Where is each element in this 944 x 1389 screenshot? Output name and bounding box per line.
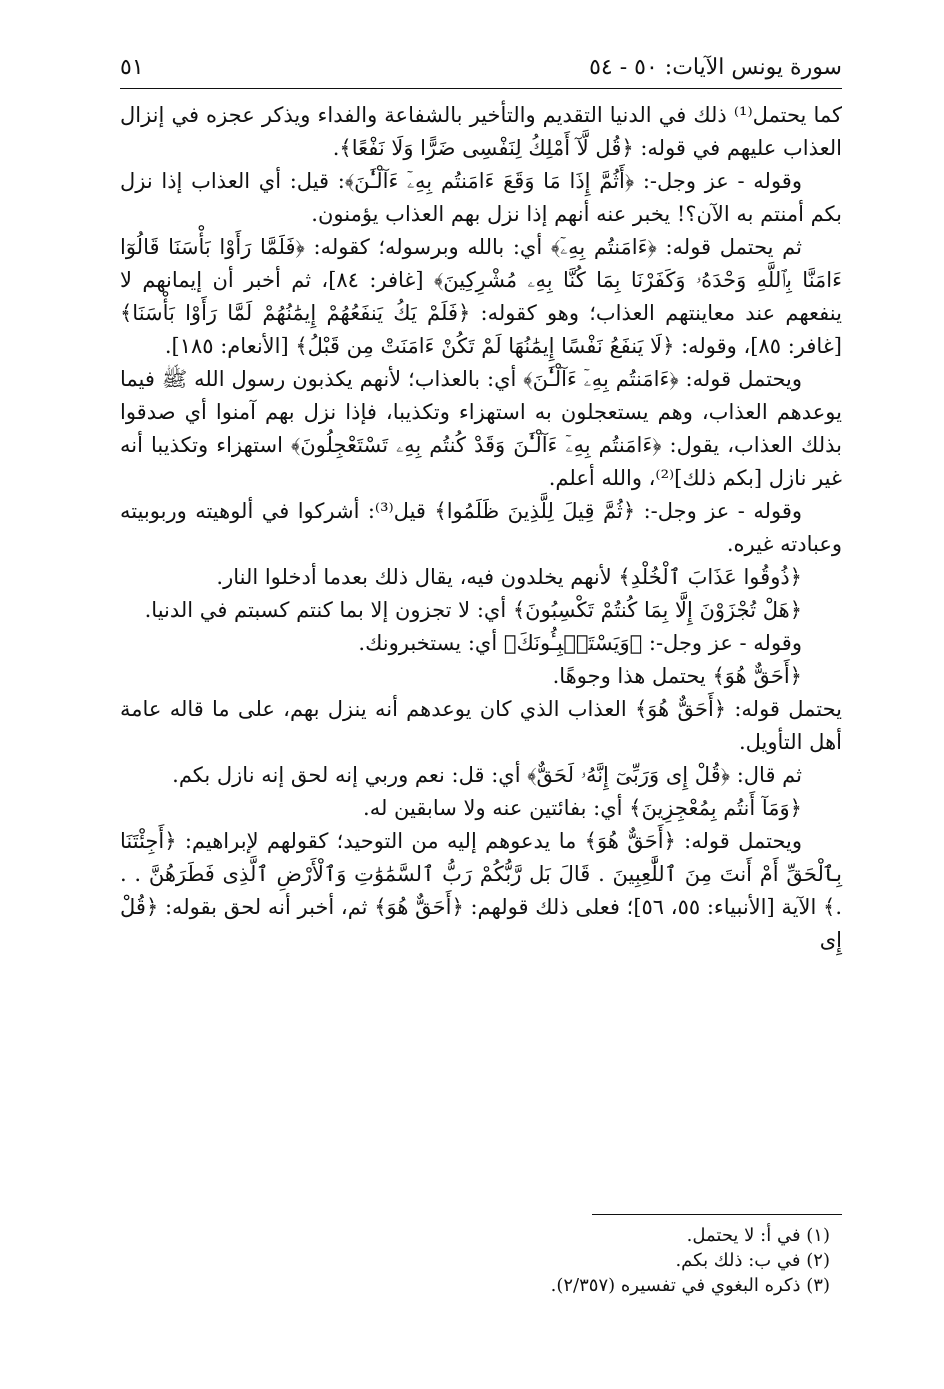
footnote: (٢) في ب: ذلك بكم. xyxy=(675,1250,830,1271)
footnote-list xyxy=(120,1223,842,1298)
paragraph: ﴿ذُوقُوا عَذَابَ ٱلْخُلْدِ﴾ لأنهم يخلدون فيه، يقال ذلك بعدما أدخلوا النار. xyxy=(216,565,802,589)
paragraph: ﴿وَمَآ أَنتُم بِمُعْجِزِينَ﴾ أي: بفائتين عنه ولا سابقين له. xyxy=(363,796,802,820)
page-number: ٥١ xyxy=(120,55,144,80)
document-page xyxy=(120,48,842,1348)
footnotes xyxy=(120,1214,842,1298)
paragraph: يحتمل قوله: ﴿أَحَقٌّ هُوَ﴾ العذاب الذي كان يوعدهم أنه ينزل بهم، على ما قاله عامة أهل التأويل. xyxy=(120,697,842,754)
paragraph: وقوله - عز وجل-: ﴿وَيَسْتَنۢبِـُٔونَكَ﴾ أي: يستخبرونك. xyxy=(358,631,802,655)
paragraph: ثم قال: ﴿قُلْ إِى وَرَبِّىٓ إِنَّهُۥ لَحَقٌّ﴾ أي: قل: نعم وربي إنه لحق إنه نازل بكم. xyxy=(172,763,802,787)
paragraph: ﴿هَلْ تُجْزَوْنَ إِلَّا بِمَا كُنتُمْ تَكْسِبُونَ﴾ أي: لا تجزون إلا بما كنتم كسبتم في الدنيا. xyxy=(144,598,802,622)
paragraph: كما يحتمل⁽¹⁾ ذلك في الدنيا التقديم والتأخير بالشفاعة والفداء ويذكر عجزه في إنزال العذاب عليهم في قوله: ﴿قُل لَّآ أَمْلِكُ لِنَفْسِى ضَرًّا وَلَا نَفْعًا﴾. xyxy=(120,103,842,160)
paragraph: ويحتمل قوله: ﴿ءَامَنتُم بِهِۦٓ ءَآلْـَٰٔنَ﴾ أي: بالعذاب؛ لأنهم يكذبون رسول الله ﷺ فيما يوعدهم العذاب، وهم يستعجلون به استهزاء وتكذيبا، فإذا نزل بهم آمنوا أي صدقوا بذلك العذاب، يقول: ﴿ءَامَنتُم بِهِۦٓ ءَآلْـَٰٔنَ وَقَدْ كُنتُم بِهِۦ تَسْتَعْجِلُونَ﴾ استهزاء وتكذيبا أنه غير نازل [بكم ذلك]⁽²⁾، والله أعلم. xyxy=(120,367,842,490)
paragraph: ﴿أَحَقٌّ هُوَ﴾ يحتمل هذا وجوهًا. xyxy=(552,664,802,688)
paragraph: ويحتمل قوله: ﴿أَحَقٌّ هُوَ﴾ ما يدعوهم إليه من التوحيد؛ كقولهم لإبراهيم: ﴿أَجِئْتَنَا بِٱلْحَقِّ أَمْ أَنتَ مِنَ ٱللَّٰعِبِينَ . قَالَ بَل رَّبُّكُمْ رَبُّ ٱلسَّمَٰوَٰتِ وَٱلْأَرْضِ ٱلَّذِى فَطَرَهُنَّ . . .﴾ الآية [الأنبياء: ٥٥، ٥٦]؛ فعلى ذلك قولهم: ﴿أَحَقٌّ هُوَ﴾ ثم، أخبر أنه لحق بقوله: ﴿قُلْ إِى xyxy=(120,829,842,952)
paragraph: ثم يحتمل قوله: ﴿ءَامَنتُم بِهِۦٓ﴾ أي: بالله وبرسوله؛ كقوله: ﴿فَلَمَّا رَأَوْا بَأْسَنَا قَالُوٓا ءَامَنَّا بِٱللَّهِ وَحْدَهُۥ وَكَفَرْنَا بِمَا كُنَّا بِهِۦ مُشْرِكِينَ﴾ [غافر: ٨٤]، ثم أخبر أن إيمانهم لا ينفعهم عند معاينتهم العذاب؛ وهو كقوله: ﴿فَلَمْ يَكُ يَنفَعُهُمْ إِيمَٰنُهُمْ لَمَّا رَأَوْا بَأْسَنَا﴾ [غافر: ٨٥]، وقوله: ﴿لَا يَنفَعُ نَفْسًا إِيمَٰنُهَا لَمْ تَكُنْ ءَامَنَتْ مِن قَبْلُ﴾ [الأنعام: ١٨٥]. xyxy=(120,235,842,358)
running-header xyxy=(120,48,842,89)
main-text xyxy=(120,99,842,957)
footnote-divider xyxy=(592,1214,842,1215)
footnote: (٣) ذكره البغوي في تفسيره (٢/٣٥٧). xyxy=(550,1275,830,1296)
paragraph: وقوله - عز وجل-: ﴿ثُمَّ قِيلَ لِلَّذِينَ ظَلَمُوا﴾ قيل⁽³⁾: أشركوا في ألوهيته وربوبيته وعبادته غيره. xyxy=(120,499,842,556)
footnote: (١) في أ: لا يحتمل. xyxy=(686,1225,830,1246)
running-title: سورة يونس الآيات: ٥٠ - ٥٤ xyxy=(589,55,842,80)
paragraph: وقوله - عز وجل-: ﴿أَثُمَّ إِذَا مَا وَقَعَ ءَامَنتُم بِهِۦٓ ءَآلْـَٰٔنَ﴾: قيل: أي العذاب إذا نزل بكم أمنتم به الآن؟! يخبر عنه أنهم إذا نزل بهم العذاب يؤمنون. xyxy=(120,169,842,226)
